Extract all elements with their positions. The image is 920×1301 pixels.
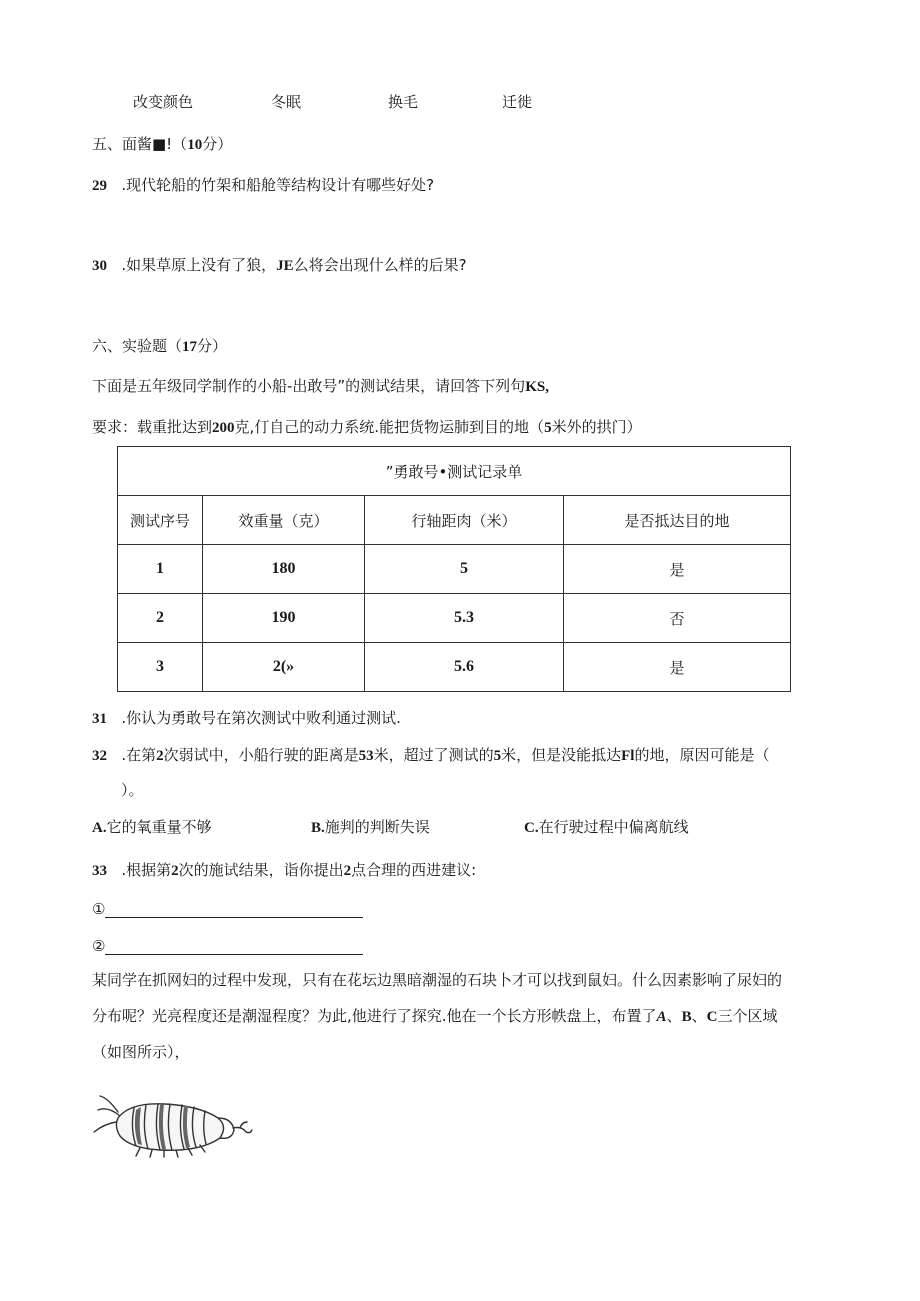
- experiment-intro: 下面是五年级同学制作的小船-出敢号”的测试结果，请回答下列句KS,: [92, 377, 549, 395]
- cell-number: 3: [118, 643, 203, 692]
- cell-distance: 5: [365, 545, 564, 594]
- cell-number: 1: [118, 545, 203, 594]
- cell-distance: 5.3: [365, 594, 564, 643]
- cell-number: 2: [118, 594, 203, 643]
- header-distance: 行轴距肉（米）: [365, 496, 564, 545]
- test-record-table: [117, 446, 791, 692]
- passage-line-2: 分布呢？光亮程度还是潮湿程度？为此,他进行了探究.他在一个长方形帙盘上，布置了A、B、C三个区域: [92, 1007, 778, 1025]
- cell-reached: 是: [564, 545, 791, 594]
- passage-line-3: （如图所示），: [92, 1043, 190, 1061]
- header-test-number: 测试序号: [118, 496, 203, 545]
- section5-heading: 五、面酱■!（10分）: [92, 135, 233, 153]
- cell-weight: 2(»: [203, 643, 365, 692]
- cell-weight: 180: [203, 545, 365, 594]
- option-change-color: 改变颜色: [133, 93, 194, 111]
- cell-reached: 否: [564, 594, 791, 643]
- table-row: [118, 643, 791, 692]
- header-load-weight: 效重量（克）: [203, 496, 365, 545]
- question-31: 31 .你认为勇敢号在第次测试中败利通过测试.: [92, 709, 401, 727]
- header-reached: 是否抵达目的地: [564, 496, 791, 545]
- experiment-requirement: 要求：载重批达到200克,仃自己的动力系统.能把货物运肺到目的地（5米外的拱门）: [92, 418, 642, 436]
- passage-line-1: 某同学在抓网妇的过程中发现，只有在花坛边黑暗潮湿的石块卜才可以找到鼠妇。什么因素影响了尿妇的: [92, 971, 783, 989]
- option-a[interactable]: A.它的氧重量不够: [92, 818, 212, 836]
- option-c[interactable]: C.在行驶过程中偏离航线: [524, 818, 689, 836]
- section6-heading: 六、实验题（17分）: [92, 337, 228, 355]
- table-row: [118, 594, 791, 643]
- cell-weight: 190: [203, 594, 365, 643]
- table-header-row: [118, 496, 791, 545]
- option-molt: 换毛: [388, 93, 419, 111]
- table-row: [118, 545, 791, 594]
- woodlouse-illustration: [90, 1088, 255, 1158]
- question-32-close: ）。: [121, 781, 144, 799]
- answer-line-2[interactable]: ②: [92, 937, 363, 955]
- cell-reached: 是: [564, 643, 791, 692]
- option-migrate: 迁徙: [502, 93, 533, 111]
- option-b[interactable]: B.施判的判断失误: [311, 818, 430, 836]
- question-30: 30 .如果草原上没有了狼，JE么将会出现什么样的后果?: [92, 256, 467, 274]
- answer-line-1[interactable]: ①: [92, 900, 363, 918]
- table-title: ”勇敢号•测试记录单: [118, 447, 791, 496]
- question-33: 33 .根据第2次的施试结果，诣你提出2点合理的西进建议:: [92, 861, 477, 879]
- question-32: 32 .在第2次弱试中，小船行驶的距离是53米，超过了测试的5米，但是没能抵达Fl的地，原因可能是（: [92, 746, 770, 764]
- question-29: 29 .现代轮船的竹架和船舱等结构设计有哪些好处?: [92, 176, 435, 194]
- option-hibernate: 冬眠: [271, 93, 302, 111]
- cell-distance: 5.6: [365, 643, 564, 692]
